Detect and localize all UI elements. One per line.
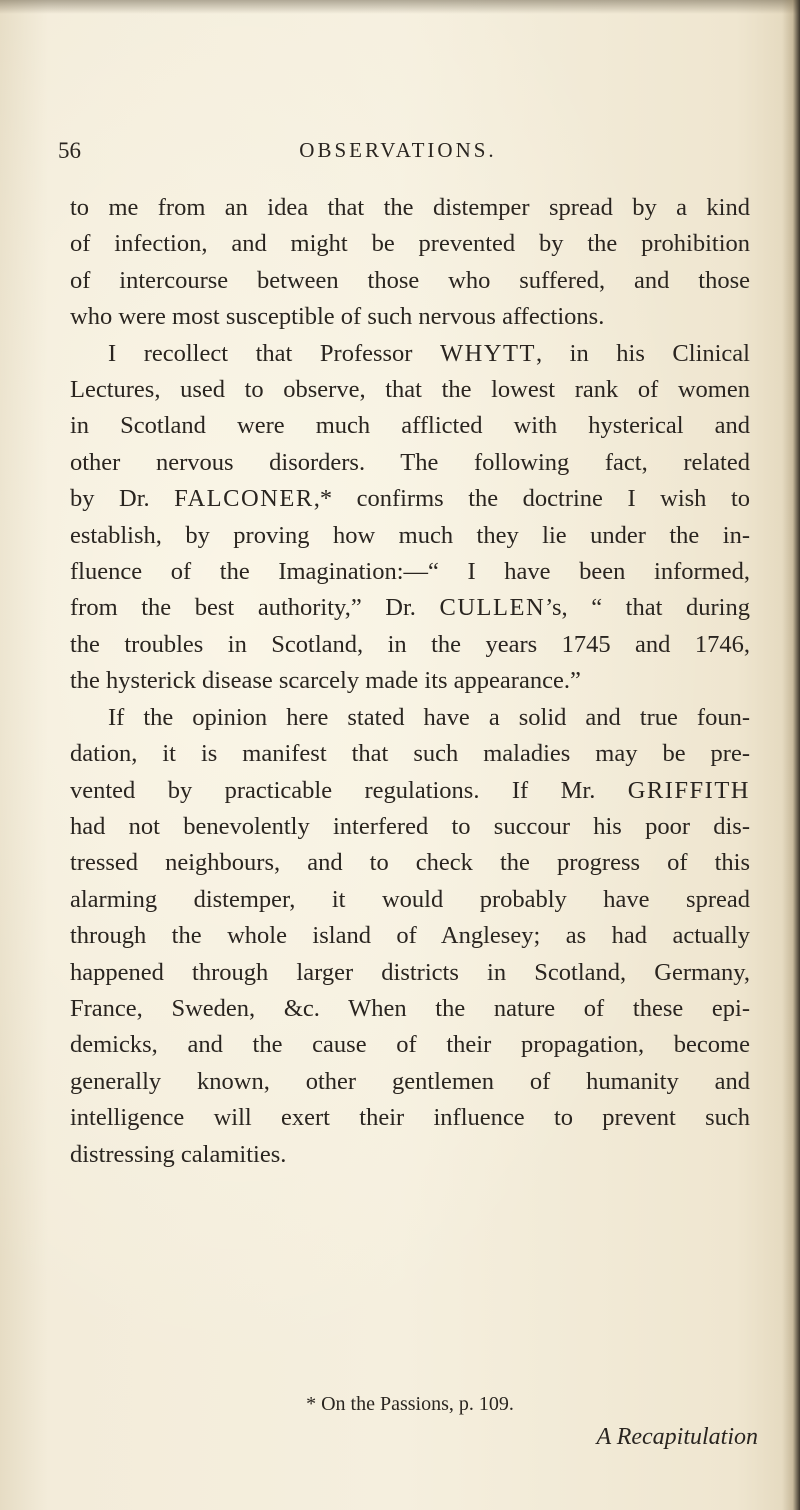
text-line: of infection, and might be prevented by the prohibition bbox=[70, 230, 750, 258]
text-line: fluence of the Imagination:—“ I have been informed, bbox=[70, 558, 750, 586]
text-line: tressed neighbours, and to check the progress of this bbox=[70, 849, 750, 877]
running-title: OBSERVATIONS. bbox=[299, 138, 497, 162]
text-line: vented by practicable regulations. If Mr. GRIFFITH bbox=[70, 776, 750, 804]
text-line: demicks, and the cause of their propagation, become bbox=[70, 1031, 750, 1059]
author-name-griffith: GRIFFITH bbox=[627, 776, 750, 804]
text-line: of intercourse between those who suffered, and those bbox=[70, 266, 750, 294]
text-line: establish, by proving how much they lie under the in- bbox=[70, 521, 750, 549]
text-line: Lectures, used to observe, that the lowest rank of women bbox=[70, 376, 750, 404]
text-line: I recollect that Professor WHYTT, in his Clinical bbox=[108, 339, 750, 367]
text-line: generally known, other gentlemen of humanity and bbox=[70, 1067, 750, 1095]
text-line: had not benevolently interfered to succour his poor dis- bbox=[70, 812, 750, 840]
running-head bbox=[58, 138, 738, 168]
page-top-shadow bbox=[0, 0, 800, 14]
text-line: from the best authority,” Dr. CULLEN’s, “ that during bbox=[70, 594, 750, 622]
text-line: If the opinion here stated have a solid and true foun- bbox=[108, 703, 750, 731]
text-line: who were most susceptible of such nervous affections. bbox=[70, 303, 605, 331]
author-name-falconer: FALCONER bbox=[174, 485, 314, 513]
text-line: alarming distemper, it would probably have spread bbox=[70, 885, 750, 913]
author-name-whytt: WHYTT bbox=[440, 339, 536, 367]
author-name-cullen: CULLEN bbox=[439, 594, 546, 622]
catchword: A Recapitulation bbox=[596, 1424, 758, 1450]
text-line: France, Sweden, &c. When the nature of these epi- bbox=[70, 994, 750, 1022]
page-number: 56 bbox=[58, 138, 81, 163]
text-line: in Scotland were much afflicted with hysterical and bbox=[70, 412, 750, 440]
text-line: by Dr. FALCONER,* confirms the doctrine I wish to bbox=[70, 485, 750, 513]
body-text bbox=[70, 190, 750, 1173]
text-line: to me from an idea that the distemper spread by a kind bbox=[70, 194, 750, 221]
text-line: happened through larger districts in Scotland, Germany, bbox=[70, 958, 750, 986]
footnote: * On the Passions, p. 109. bbox=[306, 1393, 514, 1415]
text-line: the troubles in Scotland, in the years 1745 and 1746, bbox=[70, 630, 750, 658]
text-line: intelligence will exert their influence to prevent such bbox=[70, 1104, 750, 1132]
text-line: the hysterick disease scarcely made its appearance.” bbox=[70, 667, 581, 695]
page-gutter-shadow bbox=[782, 0, 800, 1510]
text-line: dation, it is manifest that such maladies may be pre- bbox=[70, 740, 750, 768]
text-line: through the whole island of Anglesey; as had actually bbox=[70, 922, 750, 950]
text-line: other nervous disorders. The following fact, related bbox=[70, 448, 750, 476]
text-line: distressing calamities. bbox=[70, 1140, 287, 1168]
